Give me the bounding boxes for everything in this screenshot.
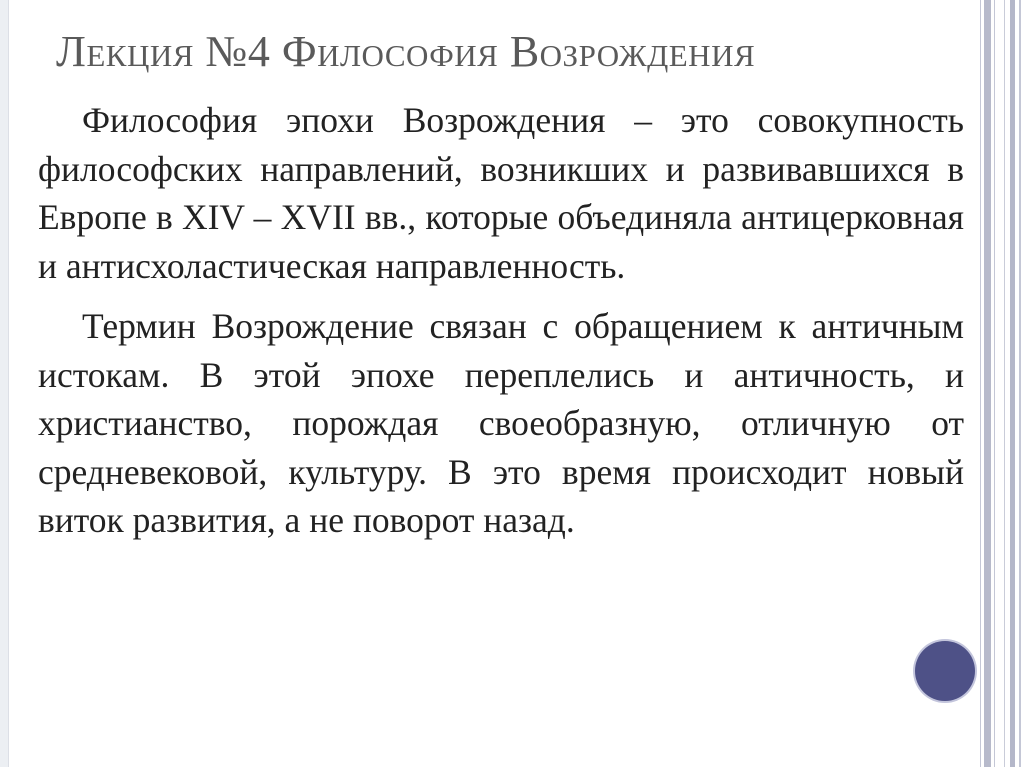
body-paragraph: Философия эпохи Возрождения – это совокупность философских направлений, возникших и развивавшихся в Европе в XIV – XVII вв., которые объединяла антицерковная и антисхоластическая направленность. bbox=[38, 100, 964, 286]
slide-body bbox=[38, 96, 964, 557]
decorative-circle-icon bbox=[915, 641, 975, 701]
right-decorative-rail bbox=[1010, 0, 1015, 767]
left-page-edge bbox=[0, 0, 9, 767]
right-decorative-rail bbox=[994, 0, 995, 767]
right-decorative-rail bbox=[1019, 0, 1021, 767]
slide-title: Лекция №4 Философия Возрождения bbox=[56, 27, 756, 76]
body-paragraph: Термин Возрождение связан с обращением к античным истокам. В этой эпохе переплелись и античность, и христианство, порождая своеобразную, отличную от средневековой, культуру. В это время происходит новый виток развития, а не поворот назад. bbox=[38, 306, 964, 540]
right-decorative-rail bbox=[984, 0, 991, 767]
right-decorative-rail bbox=[980, 0, 981, 767]
right-decorative-rail bbox=[1004, 0, 1005, 767]
